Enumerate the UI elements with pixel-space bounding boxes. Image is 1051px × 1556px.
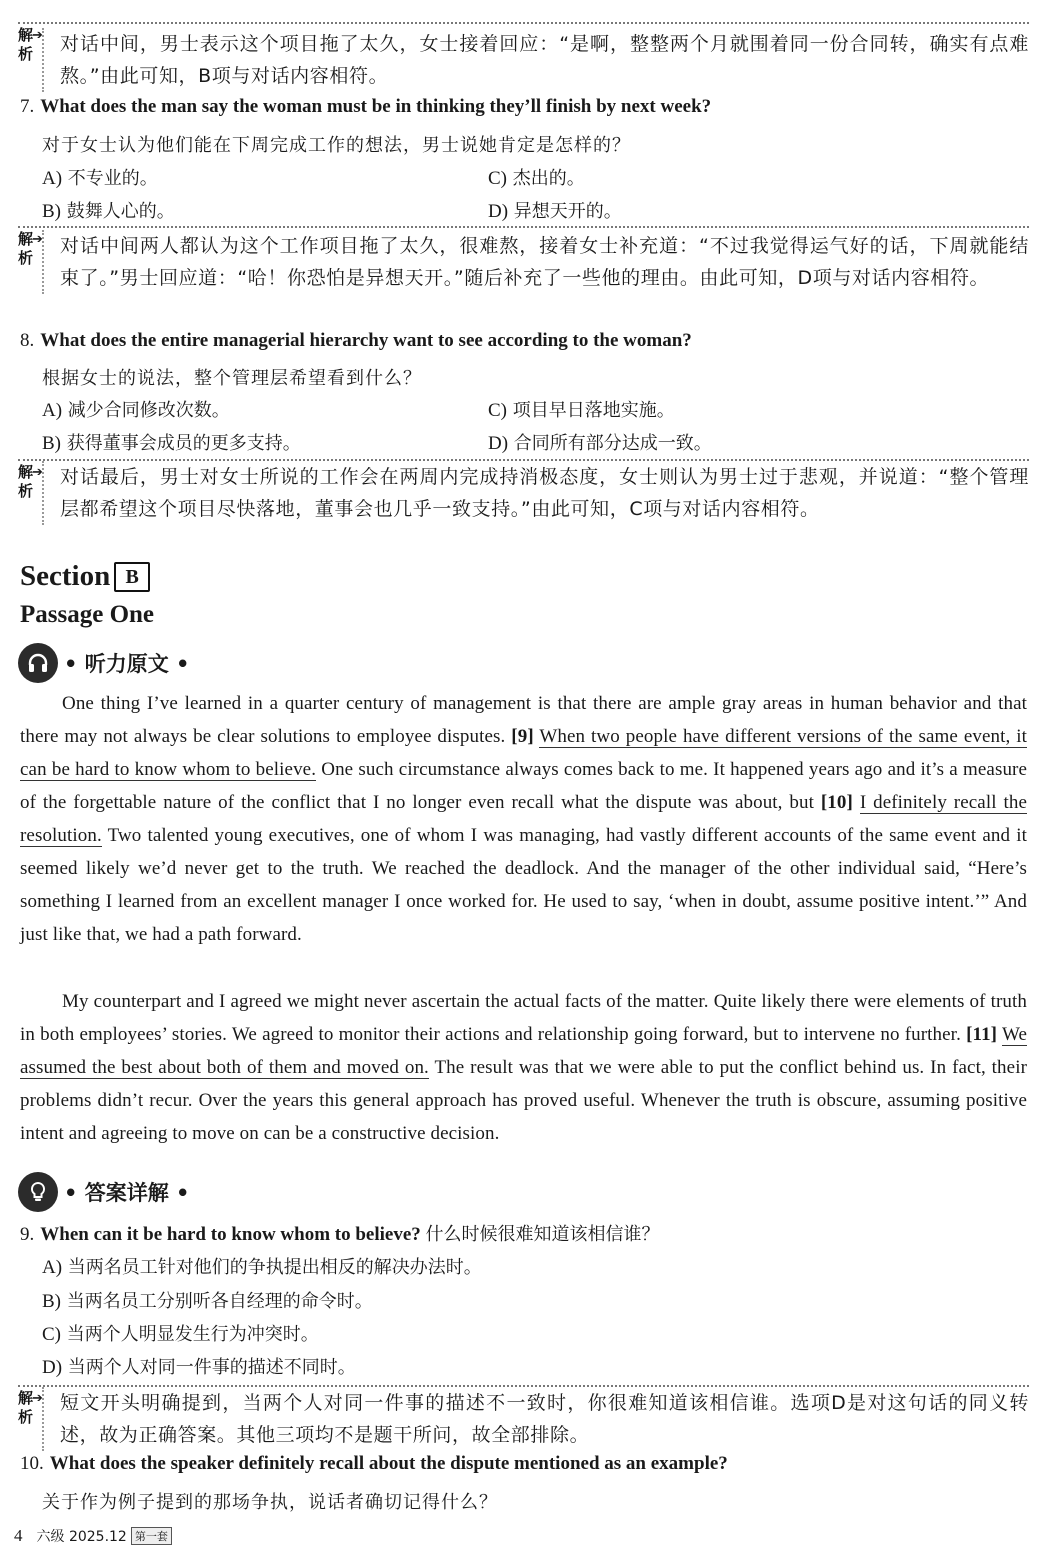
question-translation: 对于女士认为他们能在下周完成工作的想法，男士说她肯定是怎样的？ [42, 135, 631, 156]
option: A) 不专业的。 [42, 168, 158, 189]
question-number: 8. [20, 330, 35, 351]
page-number: 4 [14, 1526, 23, 1545]
footer-tag: 第一套 [131, 1527, 172, 1545]
analysis-text: 短文开头明确提到，当两个人对同一件事的描述不一致时，你很难知道该相信谁。选项D是对这句话的同义转述，故为正确答案。其他三项均不是题干所问，故全部排除。 [42, 1387, 1029, 1451]
question-number: 9. [20, 1224, 35, 1245]
question-tag: [9] [511, 726, 534, 747]
analysis-text: 对话中间，男士表示这个项目拖了太久，女士接着回应：“是啊，整整两个月就围着同一份合同转，确实有点难熬。”由此可知，B项与对话内容相符。 [42, 28, 1029, 92]
page-footer [14, 1526, 172, 1546]
analysis-block [18, 1385, 1029, 1451]
question-text: What does the speaker definitely recall about the dispute mentioned as an example? [49, 1453, 728, 1474]
passage-paragraph-2: My counterpart and I agreed we might never ascertain the actual facts of the matter. Quite likely there were elements of truth in both employees’ stories. We agreed to monitor their actions and relationship going forward, but to intervene no further. [11] We assumed the best about both of them and moved on. The result was that we were able to put the conflict behind us. In fact, their problems didn’t recur. Over the years this general approach has proved useful. Whenever the truth is obscure, assuming positive intent and agreeing to move on can be a constructive decision. [20, 991, 1027, 1144]
section-letter-badge: B [114, 562, 150, 592]
option: D) 当两个人对同一件事的描述不同时。 [42, 1357, 356, 1378]
analysis-label: 解析 [18, 1389, 34, 1426]
option: A) 当两名员工针对他们的争执提出相反的解决办法时。 [42, 1257, 482, 1278]
option: B) 当两名员工分别听各自经理的命令时。 [42, 1291, 373, 1312]
answer-underline: When two people have different versions of the same event, it can be hard to know whom to believe. [20, 726, 1027, 780]
arrow-icon: ➔ [32, 1391, 43, 1406]
question-tag: [11] [966, 1024, 998, 1045]
analysis-text: 对话最后，男士对女士所说的工作会在两周内完成持消极态度，女士则认为男士过于悲观，并说道：“整个管理层都希望这个项目尽快落地，董事会也几乎一致支持。”由此可知，C项与对话内容相符。 [42, 461, 1029, 525]
option: D) 异想天开的。 [488, 201, 622, 222]
question-tag: [10] [820, 792, 853, 813]
answer-underline: I definitely recall the resolution. [20, 792, 1027, 846]
answer-underline: We assumed the best about both of them and moved on. [20, 1024, 1027, 1078]
question-text: What does the man say the woman must be in thinking they’ll finish by next week? [40, 96, 712, 117]
question-7 [20, 96, 1027, 118]
question-text: What does the entire managerial hierarchy want to see according to the woman? [40, 330, 692, 351]
analysis-label: 解析 [18, 463, 34, 500]
option: A) 减少合同修改次数。 [42, 400, 230, 421]
answer-header: • 答案详解 • [18, 1172, 189, 1212]
arrow-icon: ➔ [32, 232, 43, 247]
analysis-block [18, 22, 1029, 90]
listening-header: • 听力原文 • [18, 643, 189, 683]
analysis-label: 解析 [18, 26, 34, 63]
analysis-block [18, 459, 1029, 525]
option: C) 项目早日落地实施。 [488, 400, 675, 421]
question-translation: 根据女士的说法，整个管理层希望看到什么？ [42, 368, 422, 389]
footer-text: 六级 2025.12 [36, 1529, 127, 1545]
question-9 [20, 1220, 1027, 1246]
question-translation: 关于作为例子提到的那场争执，说话者确切记得什么？ [42, 1492, 498, 1513]
analysis-block [18, 226, 1029, 324]
question-translation: 什么时候很难知道该相信谁？ [425, 1224, 660, 1245]
option: C) 杰出的。 [488, 168, 585, 189]
question-10 [20, 1453, 1027, 1475]
question-text: When can it be hard to know whom to believe? [40, 1224, 421, 1245]
option: C) 当两个人明显发生行为冲突时。 [42, 1324, 319, 1345]
question-number: 7. [20, 96, 35, 117]
option: B) 获得董事会成员的更多支持。 [42, 433, 301, 454]
section-title: Section B [20, 560, 150, 594]
analysis-label: 解析 [18, 230, 34, 267]
option: D) 合同所有部分达成一致。 [488, 433, 712, 454]
lightbulb-icon [18, 1172, 58, 1212]
passage-paragraph-1: One thing I’ve learned in a quarter century of management is that there are ample gray areas in human behavior and that there may not always be clear solutions to employee disputes. [9] When two people have different versions of the same event, it can be hard to know whom to believe. One such circumstance always comes back to me. It happened years ago and it’s a measure of the forgettable nature of the conflict that I no longer even recall what the dispute was about, but [10] I definitely recall the resolution. Two talented young executives, one of whom I was managing, had vastly different accounts of the same event and it seemed likely we’d never get to the truth. We reached the deadlock. And the manager of the other individual said, “Here’s something I learned from an excellent manager I once worked for. He used to say, ‘when in doubt, assume positive intent.’” And just like that, we had a path forward. [20, 693, 1028, 945]
analysis-text: 对话中间两人都认为这个工作项目拖了太久，很难熬，接着女士补充道：“不过我觉得运气好的话，下周就能结束了。”男士回应道：“哈！你恐怕是异想天开。”随后补充了一些他的理由。由此可知，D项与对话内容相符。 [42, 230, 1029, 294]
question-number: 10. [20, 1453, 44, 1474]
option: B) 鼓舞人心的。 [42, 201, 175, 222]
arrow-icon: ➔ [32, 28, 43, 43]
arrow-icon: ➔ [32, 465, 43, 480]
question-8 [20, 330, 1027, 352]
headphones-icon [18, 643, 58, 683]
passage-title: Passage One [20, 601, 155, 628]
